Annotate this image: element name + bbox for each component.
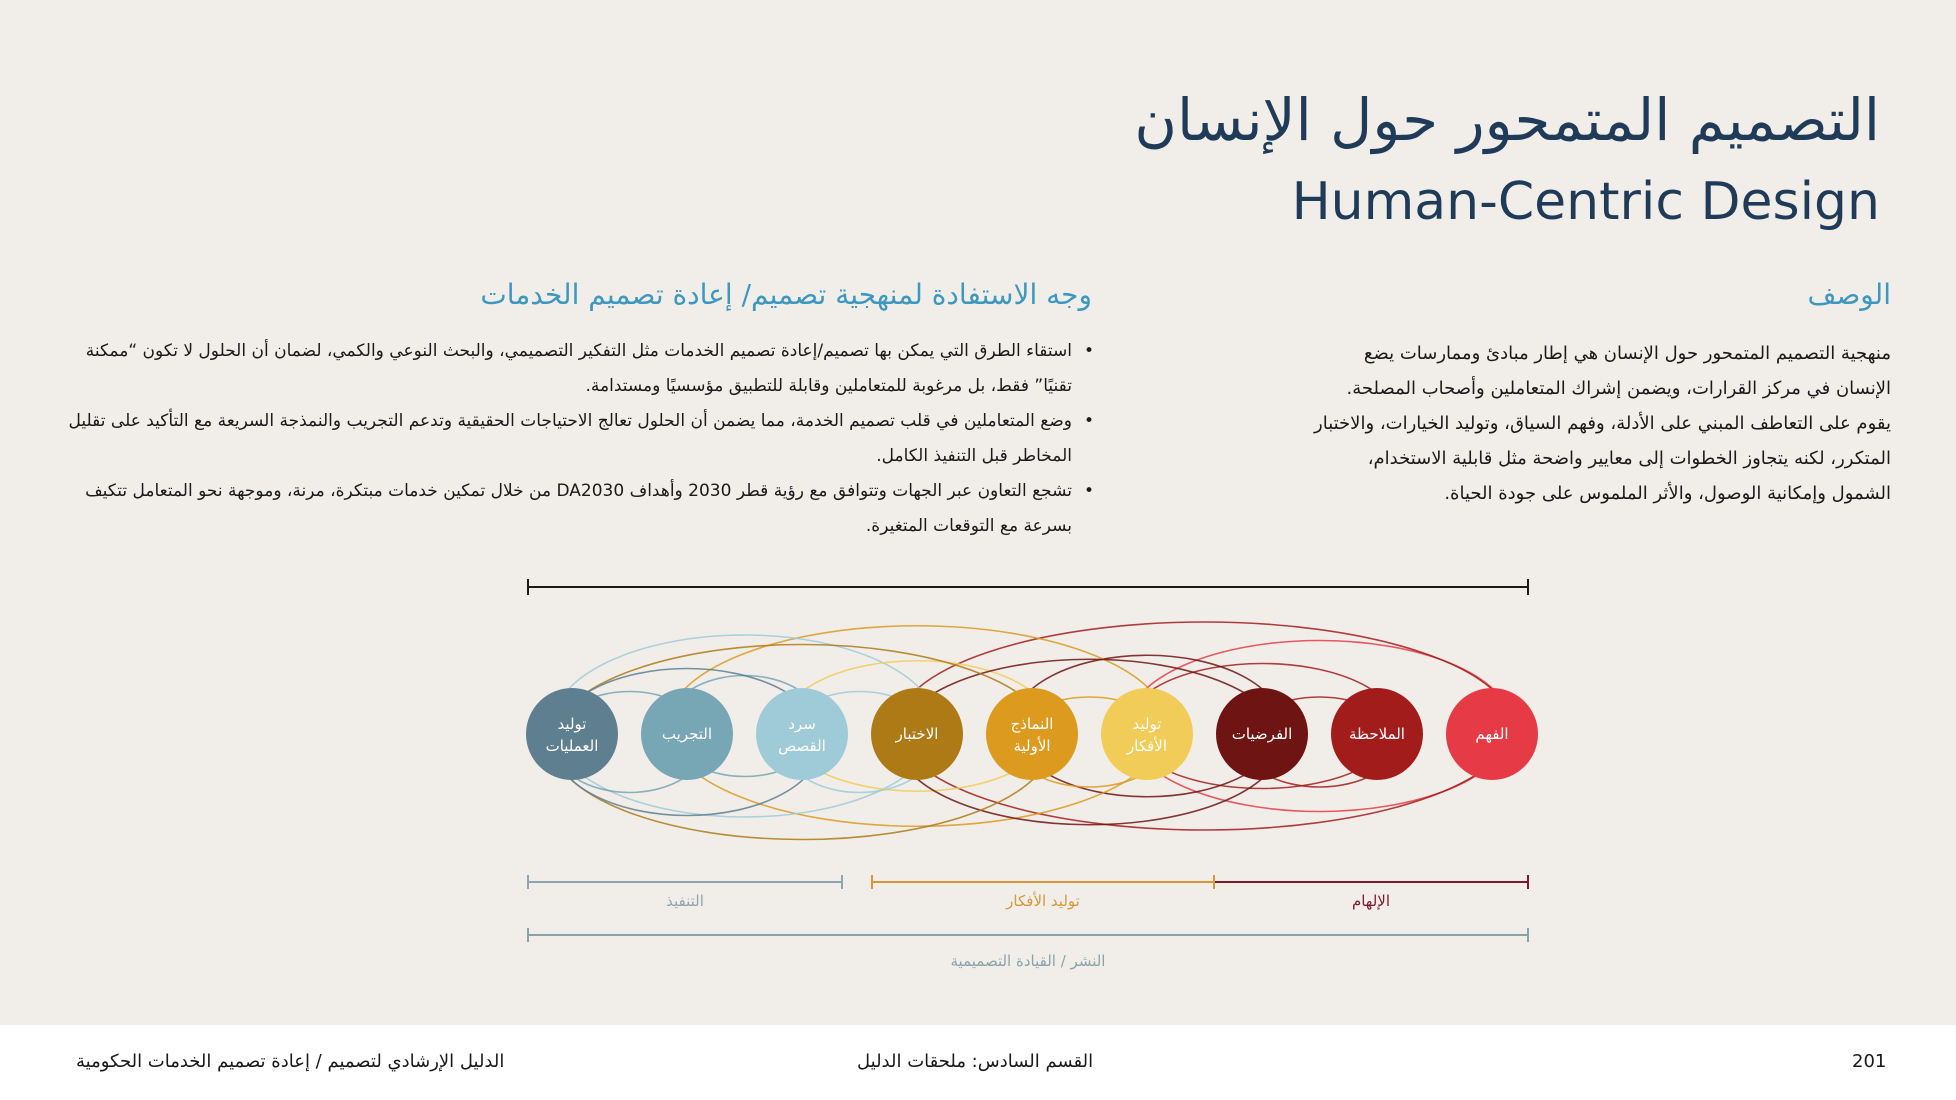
hcd-process-diagram xyxy=(500,570,1560,994)
page-title-arabic: التصميم المتمحور حول الإنسان xyxy=(1134,86,1880,154)
benefit-item: • وضع المتعاملين في قلب تصميم الخدمة، مما يضمن أن الحلول تعالج الاحتياجات الحقيقية وتدعم التجريب والنمذجة السريعة مع التأكيد على تقليل المخاطر قبل التنفيذ الكامل. xyxy=(52,404,1072,474)
step-label: توليد xyxy=(1132,715,1162,733)
page-title-english: Human-Centric Design xyxy=(1291,172,1880,232)
step-label: الملاحظة xyxy=(1349,725,1405,743)
phase-label: الإلهام xyxy=(1351,892,1391,910)
step-node xyxy=(641,688,733,780)
step-label: الاختبار xyxy=(895,725,939,743)
step-label: الفهم xyxy=(1475,725,1509,743)
step-label: سرد xyxy=(788,715,816,733)
step-label: التجريب xyxy=(661,725,713,743)
phase-brackets xyxy=(528,875,1528,910)
step-label: الأولية xyxy=(1013,737,1051,755)
step-node xyxy=(756,688,848,780)
phase-bracket xyxy=(872,875,1214,910)
phase-label: التنفيذ xyxy=(666,892,704,910)
phase-bracket xyxy=(528,875,842,910)
step-node xyxy=(1101,688,1193,780)
step-label: القصص xyxy=(778,737,826,755)
top-rule xyxy=(528,579,1528,595)
step-circle xyxy=(756,688,848,780)
benefit-item: • استقاء الطرق التي يمكن بها تصميم/إعادة تصميم الخدمات مثل التفكير التصميمي، والبحث النوعي والكمي، لضمان أن الحلول لا تكون “ممكنة تقنيًا” فقط، بل مرغوبة للمتعاملين وقابلة للتطبيق مؤسسيًا ومستدامة. xyxy=(52,334,1072,404)
step-node xyxy=(1446,688,1538,780)
description-body: منهجية التصميم المتمحور حول الإنسان هي إطار مبادئ وممارسات يضع الإنسان في مركز القرارات، ويضمن إشراك المتعاملين وأصحاب المصلحة. يقوم على التعاطف المبني على الأدلة، وفهم السياق، وتوليد الخيارات، والاختبار المتكرر، لكنه يتجاوز الخطوات إلى معايير واضحة مثل قابلية الاستخدام، الشمول وإمكانية الوصول، والأثر الملموس على جودة الحياة. xyxy=(1314,343,1891,504)
step-label: العمليات xyxy=(545,737,599,755)
step-node xyxy=(871,688,963,780)
bottom-bracket-label: النشر / القيادة التصميمية xyxy=(950,952,1106,970)
step-label: الأفكار xyxy=(1127,737,1167,755)
diagram-svg xyxy=(500,570,1560,990)
step-node xyxy=(1331,688,1423,780)
step-circle xyxy=(986,688,1078,780)
phase-bracket xyxy=(1214,875,1528,910)
step-label: الفرضيات xyxy=(1231,725,1293,743)
step-label: النماذج xyxy=(1010,715,1054,733)
step-node xyxy=(526,688,618,780)
step-circle xyxy=(1101,688,1193,780)
benefits-list xyxy=(52,334,1096,544)
page-number: 201 xyxy=(1852,1051,1887,1072)
step-circles xyxy=(526,688,1538,780)
footer-section: القسم السادس: ملحقات الدليل xyxy=(857,1051,1094,1072)
footer-guide-title: الدليل الإرشادي لتصميم / إعادة تصميم الخدمات الحكومية xyxy=(76,1051,505,1072)
description-heading: الوصف xyxy=(1807,278,1891,311)
step-label: توليد xyxy=(557,715,587,733)
benefit-item: • تشجع التعاون عبر الجهات وتتوافق مع رؤية قطر 2030 وأهداف DA2030 من خلال تمكين خدمات مبتكرة، مرنة، وموجهة نحو المتعامل تتكيف بسرعة مع التوقعات المتغيرة. xyxy=(52,474,1072,544)
step-circle xyxy=(526,688,618,780)
footer xyxy=(0,1025,1956,1100)
phase-label: توليد الأفكار xyxy=(1006,892,1080,910)
bottom-bracket xyxy=(528,928,1528,970)
benefits-heading: وجه الاستفادة لمنهجية تصميم/ إعادة تصميم الخدمات xyxy=(480,278,1092,311)
step-node xyxy=(1216,688,1308,780)
step-node xyxy=(986,688,1078,780)
